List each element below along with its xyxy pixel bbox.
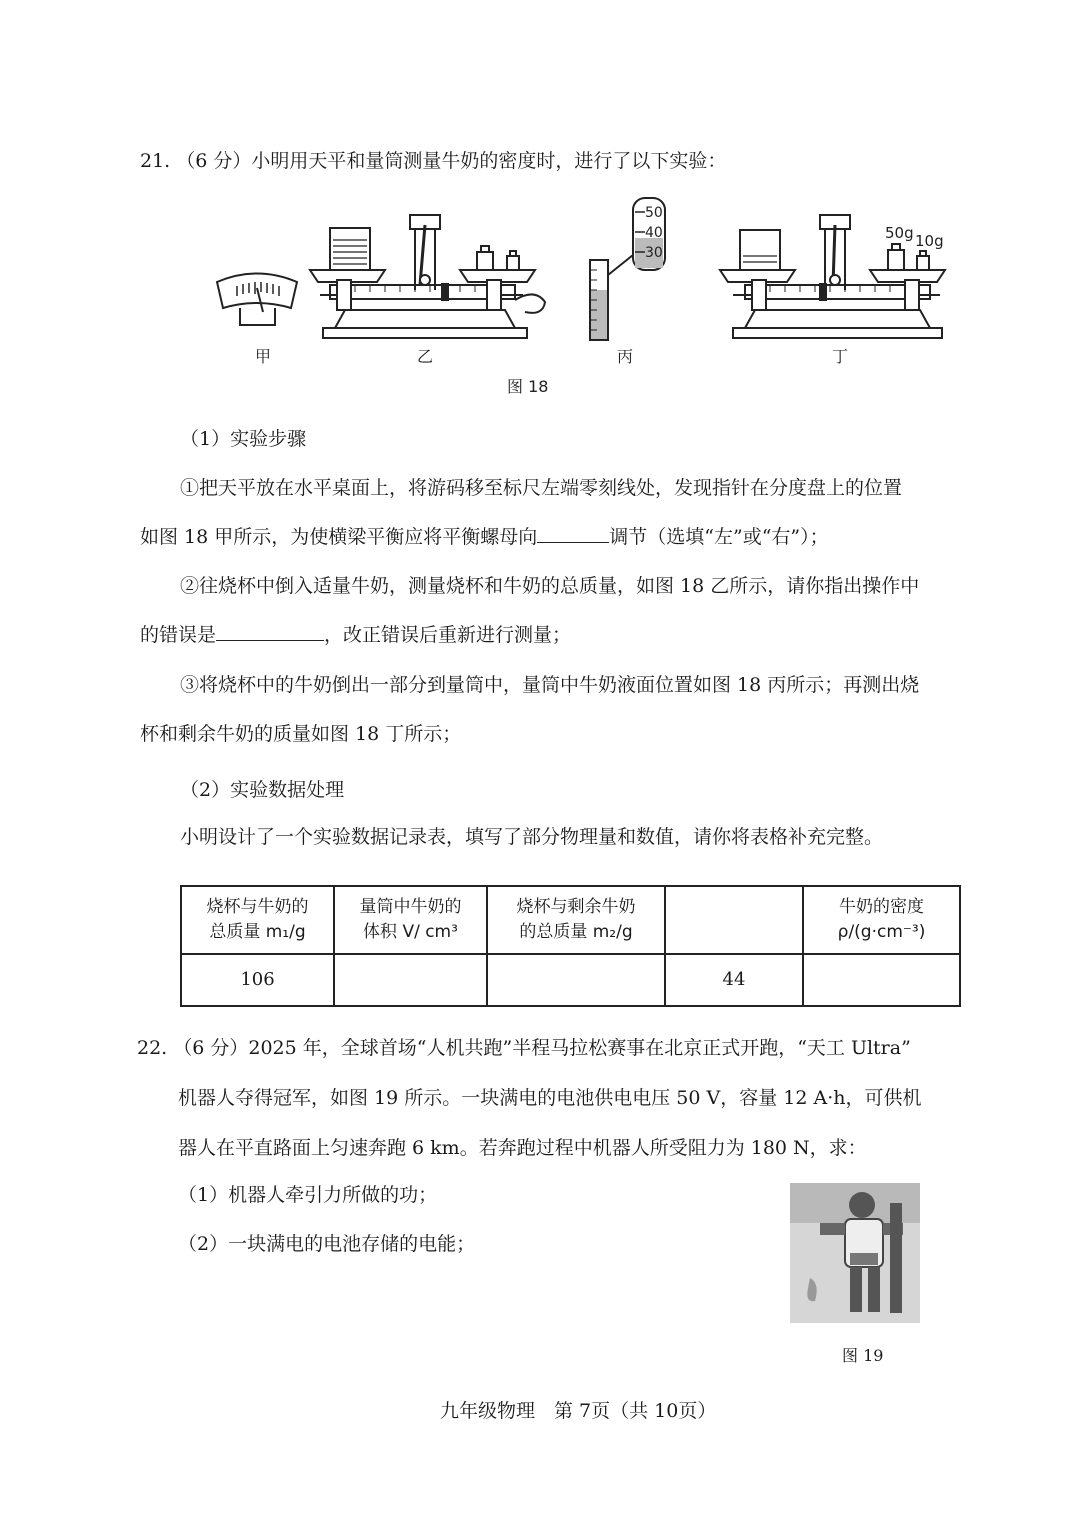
step2-line2-text-a: 的错误是 (140, 624, 217, 646)
table-cell: 44 (665, 954, 803, 1006)
weight-label-10g: 10g (915, 232, 944, 250)
step-header: （1）实验步骤 (180, 428, 307, 450)
step3-line1: ③将烧杯中的牛奶倒出一部分到量筒中，量筒中牛奶液面位置如图 18 丙所示；再测出烧 (180, 674, 920, 696)
figure-18-dial (217, 274, 297, 326)
figure-18-balance-b (310, 215, 545, 338)
step1-line1: ①把天平放在水平桌面上，将游码移至标尺左端零刻线处，发现指针在分度盘上的位置 (180, 477, 903, 499)
data-intro: 小明设计了一个实验数据记录表，填写了部分物理量和数值，请你将表格补充完整。 (180, 826, 884, 848)
cylinder-mark-50: 50 (645, 205, 663, 221)
figure-19-robot-photo (790, 1183, 920, 1323)
label-yi: 乙 (417, 347, 434, 366)
table-header-row (181, 886, 960, 954)
step3-line2: 杯和剩余牛奶的质量如图 18 丁所示； (140, 723, 462, 745)
table-cell: 106 (181, 954, 334, 1006)
q22-line2: 机器人夺得冠军，如图 19 所示。一块满电的电池供电电压 50 V，容量 12 A·h，可供机 (178, 1087, 922, 1109)
table-header-cell: 烧杯与剩余牛奶 的总质量 m₂/g (487, 886, 665, 954)
table-header-cell: 牛奶的密度 ρ/(g·cm⁻³) (803, 886, 960, 954)
step1-answer-blank[interactable] (537, 541, 609, 543)
q22-line1: 22. （6 分）2025 年，全球首场“人机共跑”半程马拉松赛事在北京正式开跑，“天工 Ultra” (137, 1037, 911, 1059)
table-header-cell-blank[interactable] (665, 886, 803, 954)
table-row (181, 954, 960, 1006)
label-ding: 丁 (832, 347, 849, 366)
q22-sub2: （2）一块满电的电池存储的电能； (178, 1233, 476, 1255)
cylinder-mark-40: 40 (645, 225, 663, 241)
label-jia: 甲 (255, 347, 272, 366)
data-header: （2）实验数据处理 (180, 779, 345, 801)
table-header-cell: 量筒中牛奶的 体积 V/ cm³ (334, 886, 487, 954)
data-table (180, 885, 961, 1007)
figure-18-cylinder (590, 198, 665, 340)
figure-18 (205, 190, 975, 405)
step2-line1: ②往烧杯中倒入适量牛奶，测量烧杯和牛奶的总质量，如图 18 乙所示，请你指出操作中 (180, 575, 920, 597)
page-footer: 九年级物理 第 7页（共 10页） (440, 1400, 717, 1422)
table-cell-blank[interactable] (487, 954, 665, 1006)
q22-sub1: （1）机器人牵引力所做的功； (178, 1184, 438, 1206)
step2-line2 (140, 624, 571, 647)
figure-19-caption: 图 19 (842, 1346, 884, 1365)
weight-label-50g: 50g (885, 224, 914, 242)
table-header-cell: 烧杯与牛奶的 总质量 m₁/g (181, 886, 334, 954)
q22-line3: 器人在平直路面上匀速奔跑 6 km。若奔跑过程中机器人所受阻力为 180 N，求： (178, 1137, 867, 1159)
step2-answer-blank[interactable] (216, 639, 324, 641)
figure-18-balance-d (720, 215, 945, 338)
q21-intro: 21. （6 分）小明用天平和量筒测量牛奶的密度时，进行了以下实验： (140, 150, 727, 172)
label-bing: 丙 (617, 347, 634, 366)
step1-line2 (140, 526, 829, 549)
cylinder-mark-30: 30 (645, 245, 663, 261)
step1-line2-text-b: 调节（选填“左”或“右”）； (609, 526, 829, 548)
step2-line2-text-b: ，改正错误后重新进行测量； (324, 624, 572, 646)
table-cell-blank[interactable] (803, 954, 960, 1006)
table-cell-blank[interactable] (334, 954, 487, 1006)
figure-18-caption: 图 18 (507, 377, 549, 396)
step1-line2-text-a: 如图 18 甲所示，为使横梁平衡应将平衡螺母向 (140, 526, 538, 548)
